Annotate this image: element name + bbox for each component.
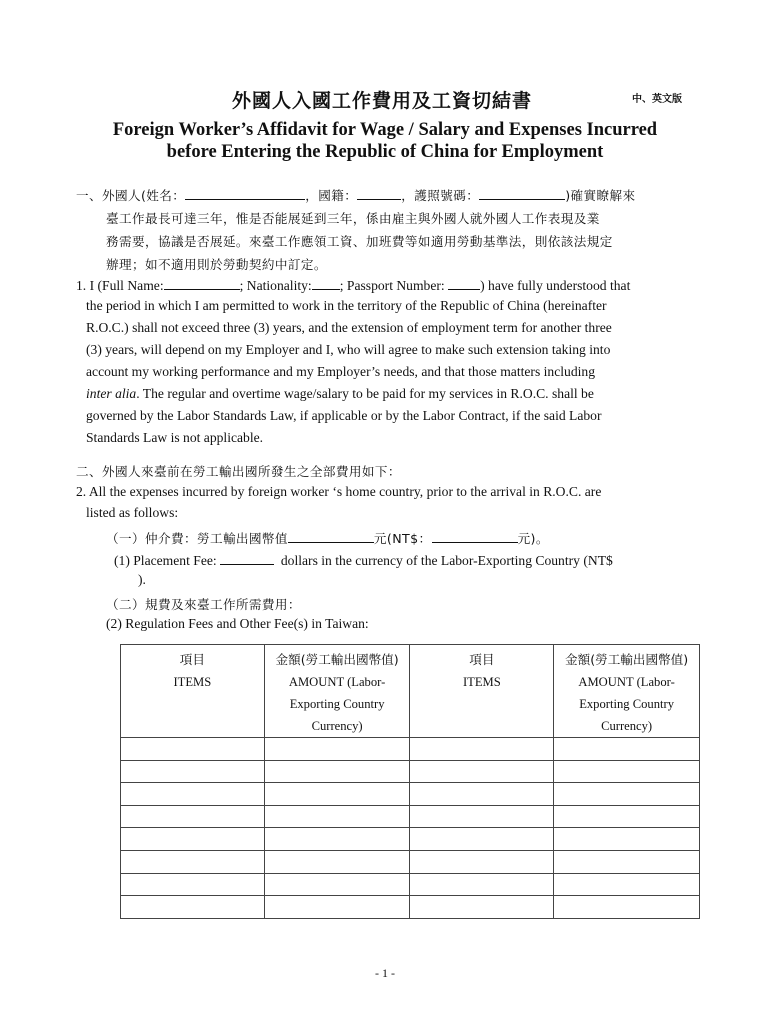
table-cell[interactable] <box>264 760 410 783</box>
placement-fee-ntd-blank[interactable] <box>432 529 518 543</box>
document-title-chinese: 外國人入國工作費用及工資切結書 <box>232 90 533 112</box>
table-cell[interactable] <box>410 873 554 896</box>
section1-zh-line2: 臺工作最長可達三年，惟是否能展延到三年，係由雇主與外國人就外國人工作表現及業 <box>106 211 600 226</box>
table-cell[interactable] <box>410 738 554 761</box>
table-cell[interactable] <box>554 805 700 828</box>
table-cell[interactable] <box>121 783 265 806</box>
table-cell[interactable] <box>121 760 265 783</box>
passport-blank-zh[interactable] <box>479 186 565 200</box>
table-cell[interactable] <box>264 805 410 828</box>
placement-fee-en-blank[interactable] <box>220 551 274 565</box>
fee-table-header <box>121 645 700 738</box>
table-cell[interactable] <box>121 896 265 919</box>
placement-fee-en-close: ). <box>138 572 146 587</box>
table-cell[interactable] <box>410 896 554 919</box>
header-items-col1: 項目 ITEMS <box>121 645 265 738</box>
document-title-english-line2: before Entering the Republic of China for Employment <box>166 142 604 162</box>
placement-fee-zh: （一）仲介費：勞工輸出國幣值 元(NT$： 元)。 <box>106 531 549 546</box>
section1-en-line3: R.O.C.) shall not exceed three (3) years, and the extension of employment term for another three <box>86 320 612 335</box>
section1-en-line7: governed by the Labor Standards Law, if applicable or by the Labor Contract, if the said Labor <box>86 408 602 423</box>
section2-en-line2: listed as follows: <box>86 505 179 520</box>
placement-fee-local-blank[interactable] <box>288 529 374 543</box>
nationality-blank-zh[interactable] <box>357 186 401 200</box>
table-cell[interactable] <box>410 828 554 851</box>
passport-blank-en[interactable] <box>448 276 480 290</box>
page-number: - 1 - <box>375 966 395 980</box>
table-cell[interactable] <box>410 783 554 806</box>
section1-en-line1: 1. I (Full Name: ; Nationality: ; Passport Number: ) have fully understood that <box>76 278 631 293</box>
placement-fee-en: (1) Placement Fee: dollars in the currency of the Labor-Exporting Country (NT$ <box>114 553 613 568</box>
table-cell[interactable] <box>264 783 410 806</box>
table-cell[interactable] <box>121 738 265 761</box>
table-cell[interactable] <box>121 828 265 851</box>
table-row <box>121 738 700 761</box>
section1-en-line2: the period in which I am permitted to work in the territory of the Republic of China (hereinafter <box>86 298 607 313</box>
table-cell[interactable] <box>264 850 410 873</box>
name-blank-zh[interactable] <box>185 186 305 200</box>
table-cell[interactable] <box>121 873 265 896</box>
table-cell[interactable] <box>264 738 410 761</box>
table-row <box>121 783 700 806</box>
table-row <box>121 873 700 896</box>
table-cell[interactable] <box>410 850 554 873</box>
section1-en-line8: Standards Law is not applicable. <box>86 430 264 445</box>
regulation-fees-zh: （二）規費及來臺工作所需費用： <box>106 597 301 612</box>
table-cell[interactable] <box>121 850 265 873</box>
table-cell[interactable] <box>554 828 700 851</box>
section2-zh-heading: 二、外國人來臺前在勞工輸出國所發生之全部費用如下： <box>76 464 401 479</box>
section1-zh-line3: 務需要，協議是否展延。來臺工作應領工資、加班費等如適用勞動基準法，則依該法規定 <box>106 234 613 249</box>
edition-label: 中、英文版 <box>632 94 682 105</box>
table-cell[interactable] <box>554 873 700 896</box>
section1-en-line5: account my working performance and my Employer’s needs, and that those matters including <box>86 364 595 379</box>
table-cell[interactable] <box>554 783 700 806</box>
table-cell[interactable] <box>554 896 700 919</box>
table-row <box>121 760 700 783</box>
section1-en-line6: inter alia. The regular and overtime wage/salary to be paid for my services in R.O.C. shall be <box>86 386 594 401</box>
section2-en-line1: 2. All the expenses incurred by foreign worker ‘s home country, prior to the arrival in R.O.C. are <box>76 484 602 499</box>
table-row <box>121 828 700 851</box>
section1-zh-line4: 辦理；如不適用則於勞動契約中訂定。 <box>106 257 327 272</box>
table-cell[interactable] <box>554 738 700 761</box>
regulation-fees-en: (2) Regulation Fees and Other Fee(s) in Taiwan: <box>106 616 369 631</box>
table-row <box>121 896 700 919</box>
table-cell[interactable] <box>264 896 410 919</box>
table-cell[interactable] <box>410 760 554 783</box>
header-amount-col4: 金額(勞工輸出國幣值) AMOUNT (Labor- Exporting Country Currency) <box>554 645 700 738</box>
document-title-english-line1: Foreign Worker’s Affidavit for Wage / Salary and Expenses Incurred <box>112 120 658 140</box>
table-cell[interactable] <box>410 805 554 828</box>
table-row <box>121 850 700 873</box>
table-cell[interactable] <box>264 873 410 896</box>
nationality-blank-en[interactable] <box>312 276 340 290</box>
section1-zh-line1: 一、外國人(姓名： ，國籍： ，護照號碼： )確實瞭解來 <box>76 188 636 203</box>
header-items-col3: 項目 ITEMS <box>410 645 554 738</box>
header-amount-col2: 金額(勞工輸出國幣值) AMOUNT (Labor- Exporting Country Currency) <box>264 645 410 738</box>
name-blank-en[interactable] <box>164 276 240 290</box>
table-cell[interactable] <box>554 850 700 873</box>
section1-en-line4: (3) years, will depend on my Employer and I, who will agree to make such extension taking into <box>86 342 611 357</box>
table-cell[interactable] <box>121 805 265 828</box>
fee-table <box>120 644 700 919</box>
table-row <box>121 805 700 828</box>
table-cell[interactable] <box>554 760 700 783</box>
table-cell[interactable] <box>264 828 410 851</box>
